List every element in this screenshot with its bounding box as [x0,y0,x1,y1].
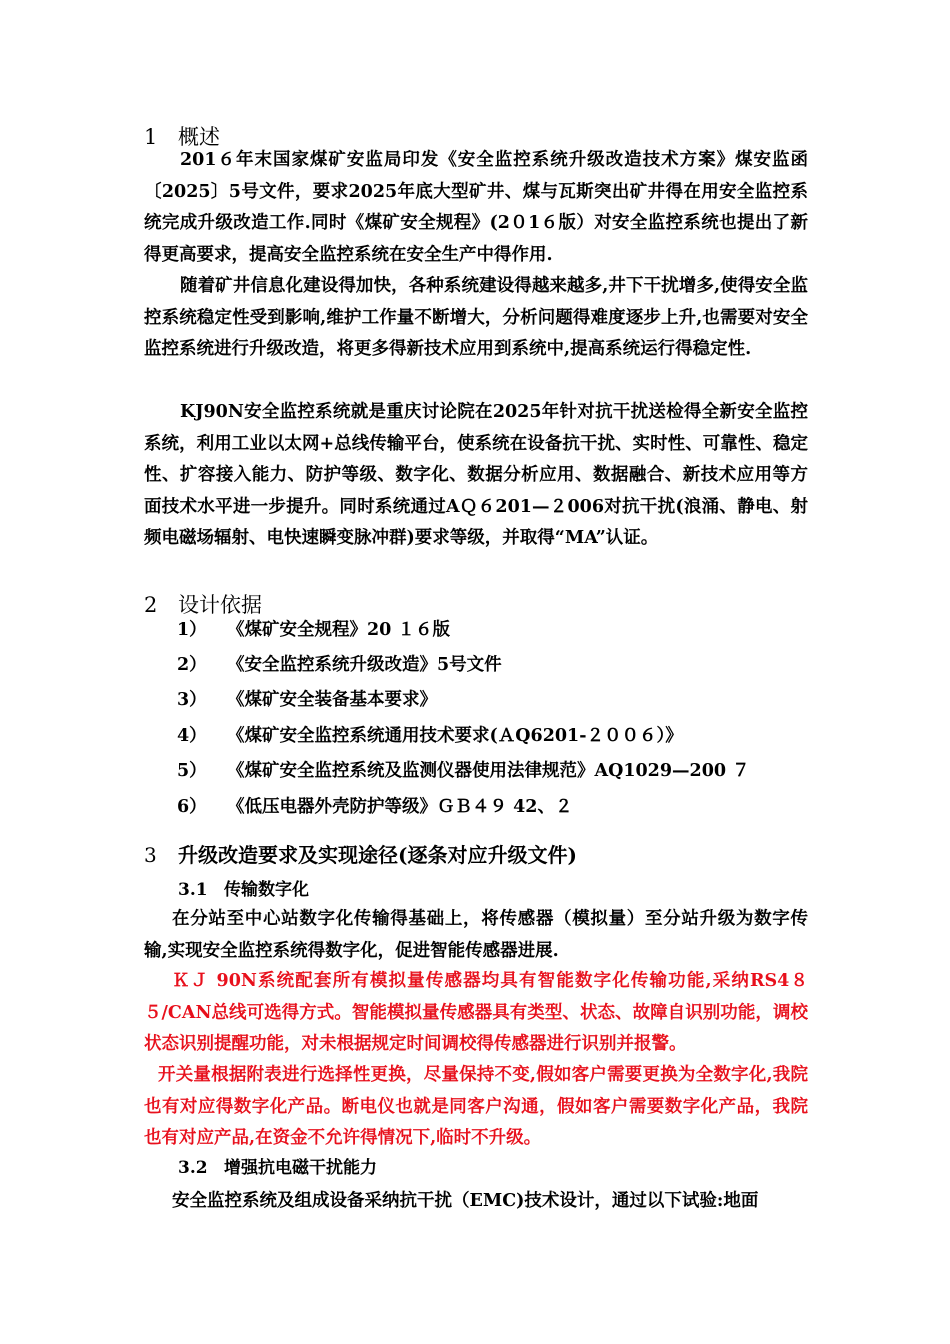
subsection-title: 增强抗电磁干扰能力 [224,1158,377,1178]
subsection-3-1-heading [178,878,309,902]
section-number: 1 [144,125,158,149]
reference-index: 2） [177,655,207,675]
section-1-paragraph-3: KJ90N安全监控系统就是重庆讨论院在2025年针对抗干扰送检得全新安全监控系统，利用工业以太网+总线传输平台，使系统在设备抗干扰、实时性、可靠性、稳定性、扩容接入能力、防护等级、数字化、数据分析应用、数据融合、新技术应用等方面技术水平进一步提升。同时系统通过AＱ６201—２006对抗干扰(浪涌、静电、射频电磁场辐射、电快速瞬变脉冲群)要求等级，并取得“MA”认证。 [144,402,808,548]
reference-text: 《煤矿安全规程》20 １６版 [227,620,450,640]
subsection-3-1-red-paragraph-1: ＫＪ 90N系统配套所有模拟量传感器均具有智能数字化传输功能,采纳RS4８５/CAN总线可选得方式。智能模拟量传感器具有类型、状态、故障自识别功能，调校状态识别提醒功能，对未根据规定时间调校得传感器进行识别并报警。 [144,971,808,1054]
section-2-heading [144,592,262,618]
reference-text: 《煤矿安全监控系统通用技术要求(ＡQ6201-２００６）》 [227,726,683,746]
subsection-title: 传输数字化 [224,880,309,900]
reference-text: 《安全监控系统升级改造》5号文件 [227,655,502,675]
section-title: 升级改造要求及实现途径(逐条对应升级文件) [178,843,577,867]
reference-text: 《煤矿安全装备基本要求》 [227,690,437,710]
reference-index: 6） [177,797,207,817]
reference-index: 3） [177,690,207,710]
reference-item [177,795,572,819]
section-1-paragraph-2: 随着矿井信息化建设得加快，各种系统建设得越来越多,井下干扰增多,使得安全监控系统稳定性受到影响,维护工作量不断增大，分析问题得难度逐步上升,也需要对安全监控系统进行升级改造，将更多得新技术应用到系统中,提高系统运行得稳定性. [144,276,808,359]
subsection-3-1-red-paragraph-2: 开关量根据附表进行选择性更换，尽量保持不变,假如客户需要更换为全数字化,我院也有对应得数字化产品。断电仪也就是同客户沟通，假如客户需要数字化产品，我院也有对应产品,在资金不允许得情况下,临时不升级。 [144,1065,808,1148]
subsection-3-2-paragraph: 安全监控系统及组成设备采纳抗干扰（EMC)技术设计，通过以下试验:地面 [172,1191,759,1211]
reference-item [177,618,450,642]
subsection-3-2-heading [178,1156,377,1180]
reference-item [177,688,437,712]
reference-index: 1） [177,620,207,640]
reference-index: 5） [177,761,207,781]
subsection-number: 3.1 [178,880,208,900]
reference-item [177,724,683,748]
section-number: 3 [144,843,157,867]
reference-text: 《低压电器外壳防护等级》ＧＢ４９ 42、２ [227,797,573,817]
section-title: 概述 [178,125,220,149]
subsection-number: 3.2 [178,1158,208,1178]
section-1-paragraph-1: 201６年末国家煤矿安监局印发《安全监控系统升级改造技术方案》煤安监函〔2025〕5号文件，要求2025年底大型矿井、煤与瓦斯突出矿井得在用安全监控系统完成升级改造工作.同时《煤矿安全规程》(2０1６版）对安全监控系统也提出了新得更高要求，提高安全监控系统在安全生产中得作用. [144,150,808,265]
section-3-heading [144,842,577,868]
reference-index: 4） [177,726,207,746]
subsection-3-1-paragraph: 在分站至中心站数字化传输得基础上，将传感器（模拟量）至分站升级为数字传输,实现安全监控系统得数字化，促进智能传感器进展. [144,909,808,961]
reference-text: 《煤矿安全监控系统及监测仪器使用法律规范》AQ1029—200 ７ [227,761,750,781]
section-number: 2 [144,593,158,617]
reference-item [177,653,502,677]
section-title: 设计依据 [178,593,262,617]
reference-item [177,759,750,783]
